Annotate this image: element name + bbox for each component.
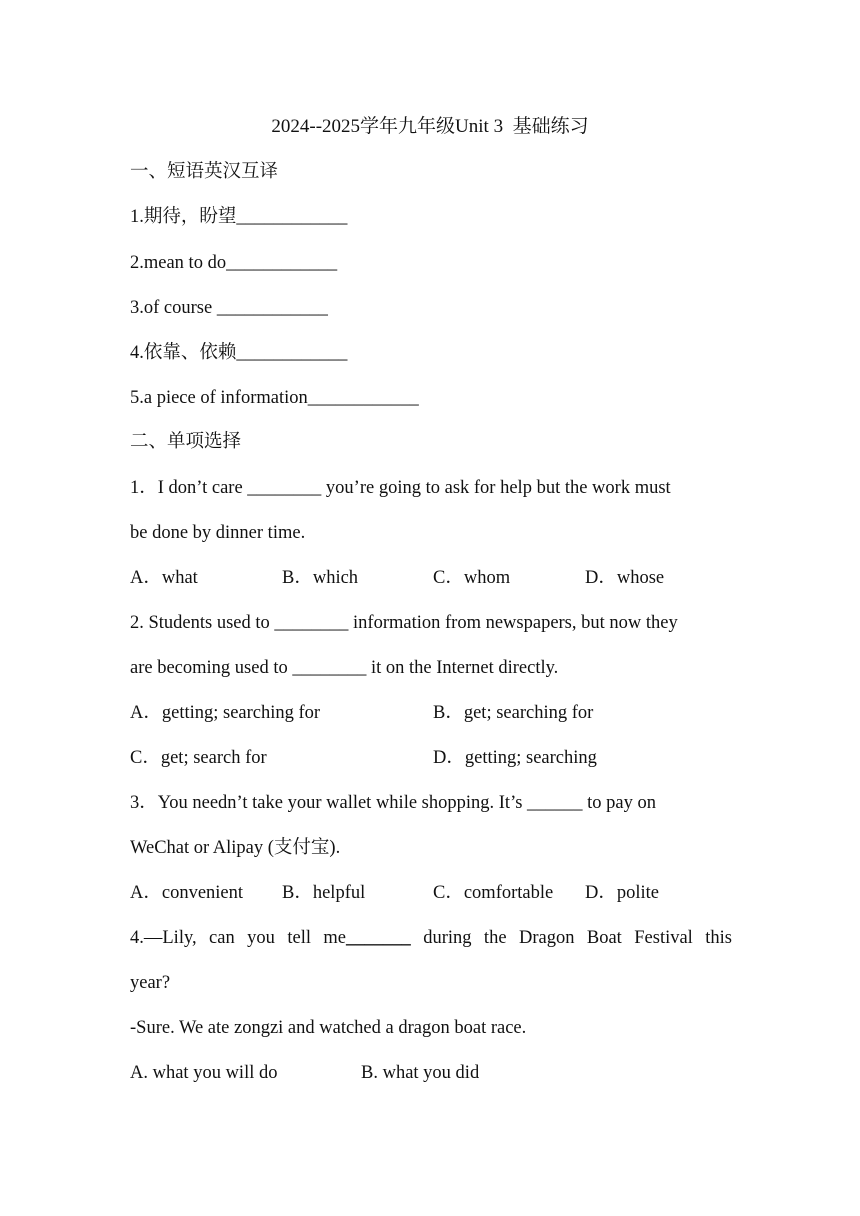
phrase-item-1: 1.期待，盼望____________ [130, 207, 348, 227]
q3-line2: WeChat or Alipay (支付宝). [130, 838, 341, 858]
phrase-item-5: 5.a piece of information____________ [130, 388, 419, 408]
q3-option-b: B．helpful [282, 883, 366, 903]
phrase-item-2: 2.mean to do____________ [130, 253, 338, 273]
q2-option-a: A．getting; searching for [130, 703, 321, 723]
q1-option-c: C．whom [433, 568, 511, 588]
q2-line2: are becoming used to ________ it on the Internet directly. [130, 658, 559, 678]
q4-option-b: B. what you did [361, 1063, 480, 1083]
q1-option-b: B．which [282, 568, 359, 588]
q1-option-d: D．whose [585, 568, 665, 588]
q4-option-a: A. what you will do [130, 1063, 278, 1083]
q2-option-d: D．getting; searching [433, 748, 597, 768]
q4-line1 [130, 927, 732, 949]
q2-option-b: B．get; searching for [433, 703, 594, 723]
phrase-item-4: 4.依靠、依赖____________ [130, 343, 348, 363]
q4-line2: year? [130, 973, 171, 993]
section1-heading: 一、短语英汉互译 [130, 162, 279, 182]
section2-heading: 二、单项选择 [130, 432, 242, 452]
phrase-item-3: 3.of course ____________ [130, 298, 328, 318]
q2-option-c: C．get; search for [130, 748, 267, 768]
q3-option-c: C．comfortable [433, 883, 554, 903]
q4-line1-end: during the Dragon Boat Festival this [410, 928, 732, 948]
q1-option-a: A．what [130, 568, 198, 588]
q4-answer: -Sure. We ate zongzi and watched a dragon boat race. [130, 1018, 527, 1038]
q1-line1: 1．I don’t care ________ you’re going to ask for help but the work must [130, 478, 671, 498]
q2-line1: 2. Students used to ________ information from newspapers, but now they [130, 613, 678, 633]
q3-line1: 3．You needn’t take your wallet while shopping. It’s ______ to pay on [130, 793, 657, 813]
q3-option-d: D．polite [585, 883, 659, 903]
q4-line1-start: 4.—Lily, can you tell me [130, 928, 347, 948]
q1-line2: be done by dinner time. [130, 523, 306, 543]
q4-blank: _______ [346, 928, 411, 948]
q3-option-a: A．convenient [130, 883, 244, 903]
document-title: 2024--2025学年九年级Unit 3 基础练习 [271, 116, 589, 137]
